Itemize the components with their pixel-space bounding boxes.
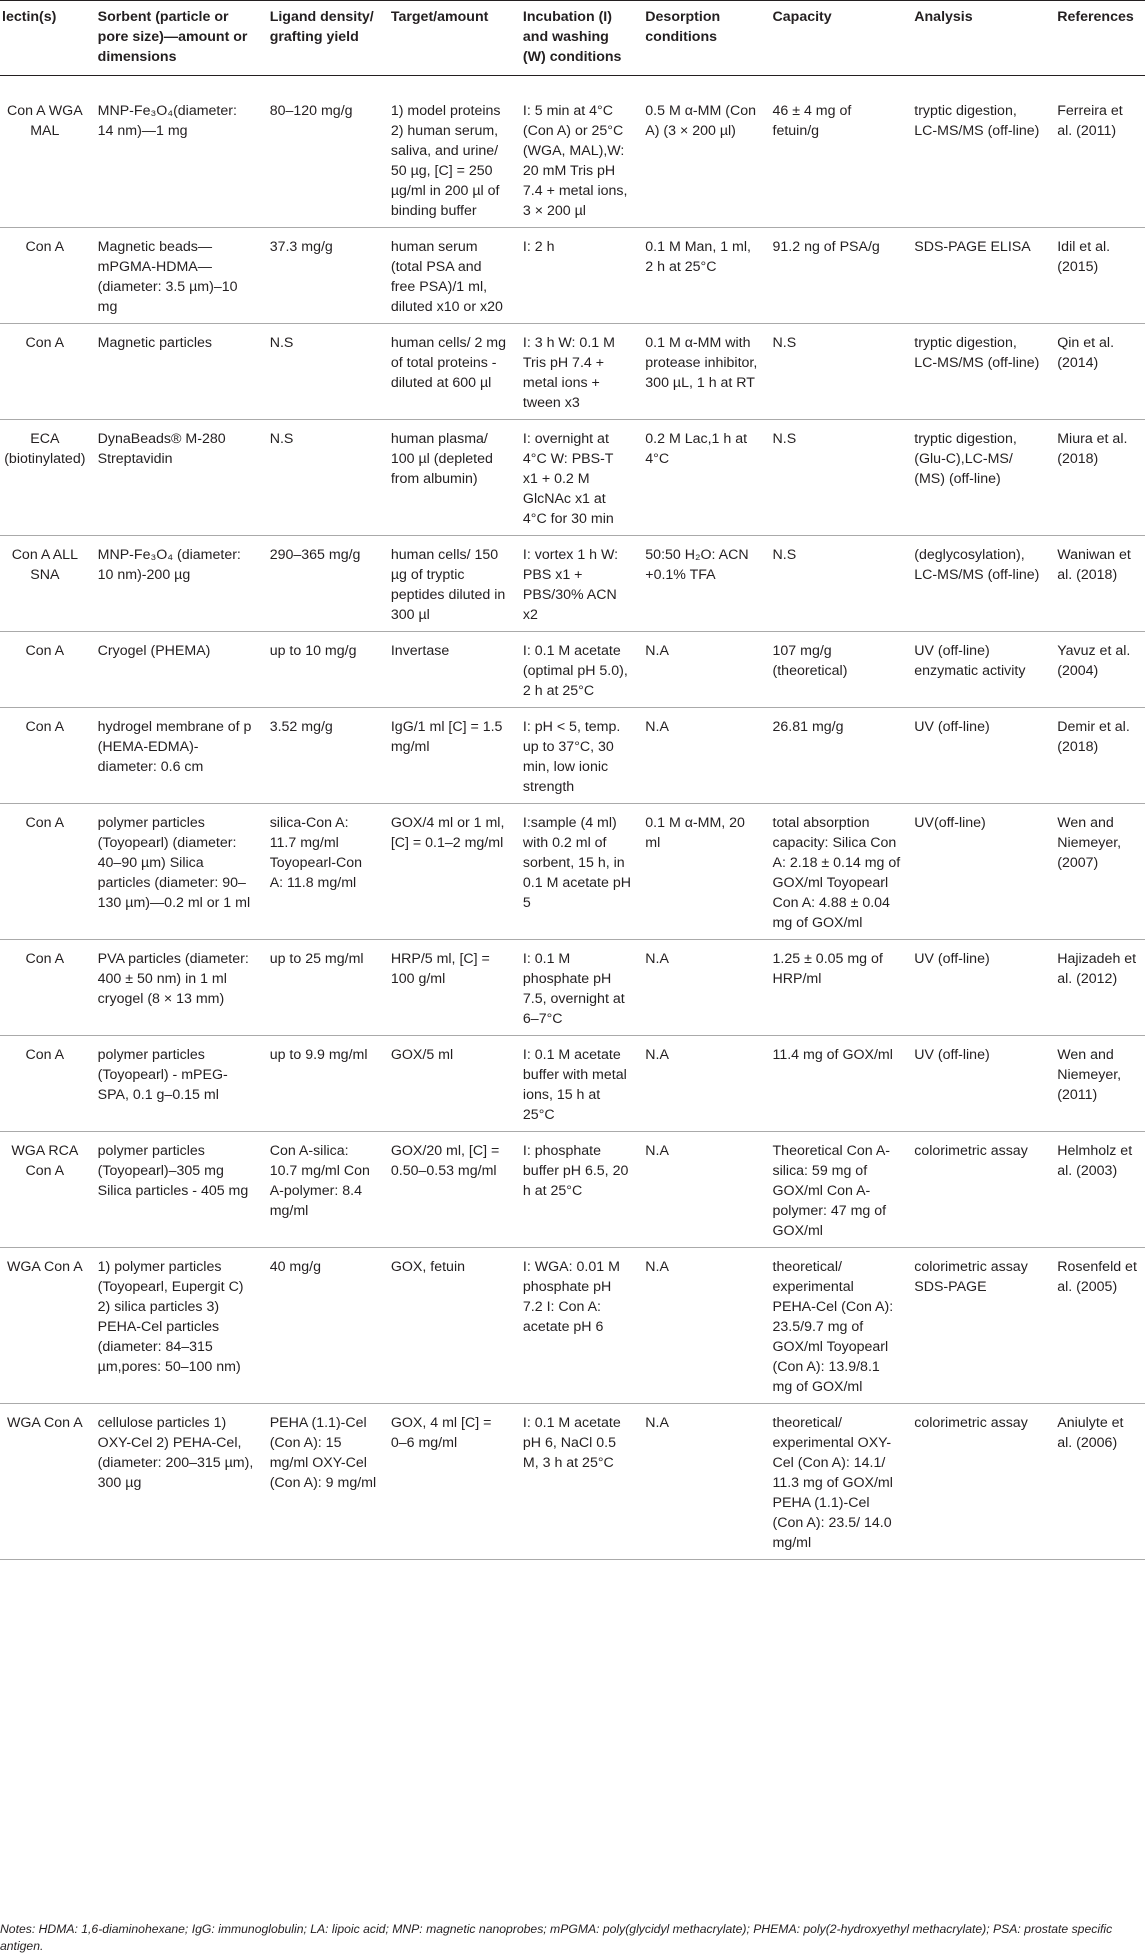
table-row	[0, 1036, 1145, 1132]
cell-capacity: Theoretical Con A-silica: 59 mg of GOX/ml Con A-polymer: 47 mg of GOX/ml	[765, 1132, 907, 1248]
cell-target-amount: GOX/4 ml or 1 ml, [C] = 0.1–2 mg/ml	[383, 804, 515, 940]
table-row	[0, 76, 1145, 228]
cell-sorbent: polymer particles (Toyopearl)–305 mg Silica particles - 405 mg	[90, 1132, 262, 1248]
cell-lectins: ECA (biotinylated)	[0, 420, 90, 536]
cell-analysis: (deglycosylation), LC-MS/MS (off-line)	[906, 536, 1049, 632]
cell-desorption: N.A	[637, 1132, 764, 1248]
cell-references: Hajizadeh et al. (2012)	[1049, 940, 1145, 1036]
cell-target-amount: human plasma/ 100 µl (depleted from albumin)	[383, 420, 515, 536]
cell-ligand-density: up to 10 mg/g	[262, 632, 383, 708]
cell-analysis: tryptic digestion, LC-MS/MS (off-line)	[906, 324, 1049, 420]
header-desorption: Desorption conditions	[637, 1, 764, 76]
cell-incubation-washing: I:sample (4 ml) with 0.2 ml of sorbent, 15 h, in 0.1 M acetate pH 5	[515, 804, 637, 940]
table-row	[0, 804, 1145, 940]
cell-lectins: Con A	[0, 708, 90, 804]
cell-references: Helmholz et al. (2003)	[1049, 1132, 1145, 1248]
header-analysis: Analysis	[906, 1, 1049, 76]
cell-ligand-density: N.S	[262, 420, 383, 536]
cell-lectins: WGA Con A	[0, 1248, 90, 1404]
cell-sorbent: MNP-Fe₃O₄ (diameter: 10 nm)-200 µg	[90, 536, 262, 632]
cell-incubation-washing: I: 0.1 M acetate (optimal pH 5.0), 2 h at 25°C	[515, 632, 637, 708]
cell-target-amount: GOX, fetuin	[383, 1248, 515, 1404]
table-notes: Notes: HDMA: 1,6-diaminohexane; IgG: immunoglobulin; LA: lipoic acid; MNP: magnetic nanoprobes; mPGMA: poly(glycidyl methacrylate); PHEMA: poly(2-hydroxyethyl methacrylate); PSA: prostate specific antigen.	[0, 1922, 1113, 1953]
cell-desorption: 0.1 M Man, 1 ml, 2 h at 25°C	[637, 228, 764, 324]
cell-lectins: Con A	[0, 228, 90, 324]
cell-references: Yavuz et al. (2004)	[1049, 632, 1145, 708]
cell-incubation-washing: I: 5 min at 4°C (Con A) or 25°C (WGA, MAL),W: 20 mM Tris pH 7.4 + metal ions, 3 × 200 µl	[515, 76, 637, 228]
table-row	[0, 940, 1145, 1036]
cell-analysis: colorimetric assay	[906, 1404, 1049, 1560]
cell-incubation-washing: I: WGA: 0.01 M phosphate pH 7.2 I: Con A: acetate pH 6	[515, 1248, 637, 1404]
cell-target-amount: human cells/ 150 µg of tryptic peptides diluted in 300 µl	[383, 536, 515, 632]
cell-sorbent: Magnetic beads—mPGMA-HDMA—(diameter: 3.5 µm)–10 mg	[90, 228, 262, 324]
cell-incubation-washing: I: 3 h W: 0.1 M Tris pH 7.4 + metal ions + tween x3	[515, 324, 637, 420]
cell-incubation-washing: I: overnight at 4°C W: PBS-T x1 + 0.2 M GlcNAc x1 at 4°C for 30 min	[515, 420, 637, 536]
cell-target-amount: Invertase	[383, 632, 515, 708]
cell-ligand-density: 37.3 mg/g	[262, 228, 383, 324]
cell-capacity: 107 mg/g (theoretical)	[765, 632, 907, 708]
cell-capacity: 91.2 ng of PSA/g	[765, 228, 907, 324]
cell-target-amount: HRP/5 ml, [C] = 100 g/ml	[383, 940, 515, 1036]
cell-capacity: 11.4 mg of GOX/ml	[765, 1036, 907, 1132]
cell-incubation-washing: I: vortex 1 h W: PBS x1 + PBS/30% ACN x2	[515, 536, 637, 632]
table-row	[0, 1404, 1145, 1560]
table-row	[0, 536, 1145, 632]
cell-target-amount: 1) model proteins 2) human serum, saliva, and urine/ 50 µg, [C] = 250 µg/ml in 200 µl of binding buffer	[383, 76, 515, 228]
cell-target-amount: GOX/20 ml, [C] = 0.50–0.53 mg/ml	[383, 1132, 515, 1248]
cell-ligand-density: PEHA (1.1)-Cel (Con A): 15 mg/ml OXY-Cel (Con A): 9 mg/ml	[262, 1404, 383, 1560]
header-lectins: lectin(s)	[0, 1, 90, 76]
cell-analysis: UV (off-line)	[906, 940, 1049, 1036]
cell-incubation-washing: I: 0.1 M phosphate pH 7.5, overnight at 6–7°C	[515, 940, 637, 1036]
cell-sorbent: Magnetic particles	[90, 324, 262, 420]
cell-ligand-density: silica-Con A: 11.7 mg/ml Toyopearl-Con A: 11.8 mg/ml	[262, 804, 383, 940]
cell-target-amount: GOX, 4 ml [C] = 0–6 mg/ml	[383, 1404, 515, 1560]
cell-references: Wen and Niemeyer, (2011)	[1049, 1036, 1145, 1132]
cell-analysis: UV (off-line)	[906, 708, 1049, 804]
cell-capacity: N.S	[765, 420, 907, 536]
cell-capacity: 26.81 mg/g	[765, 708, 907, 804]
cell-sorbent: polymer particles (Toyopearl) - mPEG-SPA, 0.1 g–0.15 ml	[90, 1036, 262, 1132]
table-row	[0, 228, 1145, 324]
cell-desorption: 50:50 H₂O: ACN +0.1% TFA	[637, 536, 764, 632]
cell-sorbent: hydrogel membrane of p (HEMA-EDMA)-diameter: 0.6 cm	[90, 708, 262, 804]
table-header	[0, 1, 1145, 76]
cell-lectins: Con A	[0, 1036, 90, 1132]
cell-sorbent: cellulose particles 1) OXY-Cel 2) PEHA-Cel, (diameter: 200–315 µm), 300 µg	[90, 1404, 262, 1560]
cell-references: Qin et al. (2014)	[1049, 324, 1145, 420]
table-body	[0, 76, 1145, 1560]
table-row	[0, 708, 1145, 804]
cell-target-amount: human serum (total PSA and free PSA)/1 ml, diluted x10 or x20	[383, 228, 515, 324]
cell-desorption: 0.1 M α-MM, 20 ml	[637, 804, 764, 940]
cell-references: Aniulyte et al. (2006)	[1049, 1404, 1145, 1560]
cell-capacity: N.S	[765, 536, 907, 632]
cell-analysis: colorimetric assay SDS-PAGE	[906, 1248, 1049, 1404]
cell-capacity: total absorption capacity: Silica Con A: 2.18 ± 0.14 mg of GOX/ml Toyopearl Con A: 4.88 ± 0.04 mg of GOX/ml	[765, 804, 907, 940]
cell-desorption: 0.1 M α-MM with protease inhibitor, 300 µL, 1 h at RT	[637, 324, 764, 420]
header-sorbent: Sorbent (particle or pore size)—amount or dimensions	[90, 1, 262, 76]
header-target-amount: Target/amount	[383, 1, 515, 76]
cell-desorption: 0.5 M α-MM (Con A) (3 × 200 µl)	[637, 76, 764, 228]
cell-desorption: 0.2 M Lac,1 h at 4°C	[637, 420, 764, 536]
cell-desorption: N.A	[637, 1036, 764, 1132]
cell-analysis: UV (off-line) enzymatic activity	[906, 632, 1049, 708]
cell-sorbent: 1) polymer particles (Toyopearl, Eupergit C) 2) silica particles 3) PEHA-Cel particles (diameter: 84–315 µm,pores: 50–100 nm)	[90, 1248, 262, 1404]
cell-references: Miura et al. (2018)	[1049, 420, 1145, 536]
cell-lectins: Con A ALL SNA	[0, 536, 90, 632]
cell-desorption: N.A	[637, 1248, 764, 1404]
cell-analysis: tryptic digestion, (Glu-C),LC-MS/ (MS) (off-line)	[906, 420, 1049, 536]
cell-analysis: colorimetric assay	[906, 1132, 1049, 1248]
cell-target-amount: human cells/ 2 mg of total proteins - diluted at 600 µl	[383, 324, 515, 420]
cell-analysis: tryptic digestion, LC-MS/MS (off-line)	[906, 76, 1049, 228]
cell-desorption: N.A	[637, 708, 764, 804]
cell-analysis: UV (off-line)	[906, 1036, 1049, 1132]
cell-sorbent: Cryogel (PHEMA)	[90, 632, 262, 708]
cell-references: Idil et al. (2015)	[1049, 228, 1145, 324]
cell-target-amount: IgG/1 ml [C] = 1.5 mg/ml	[383, 708, 515, 804]
cell-incubation-washing: I: 2 h	[515, 228, 637, 324]
table-row	[0, 1132, 1145, 1248]
cell-analysis: SDS-PAGE ELISA	[906, 228, 1049, 324]
cell-references: Ferreira et al. (2011)	[1049, 76, 1145, 228]
header-incubation-washing: Incubation (I) and washing (W) conditions	[515, 1, 637, 76]
cell-lectins: Con A WGA MAL	[0, 76, 90, 228]
cell-desorption: N.A	[637, 1404, 764, 1560]
cell-sorbent: MNP-Fe₃O₄(diameter: 14 nm)—1 mg	[90, 76, 262, 228]
cell-lectins: Con A	[0, 324, 90, 420]
cell-lectins: Con A	[0, 632, 90, 708]
header-capacity: Capacity	[765, 1, 907, 76]
cell-incubation-washing: I: 0.1 M acetate pH 6, NaCl 0.5 M, 3 h at 25°C	[515, 1404, 637, 1560]
cell-sorbent: polymer particles (Toyopearl) (diameter: 40–90 µm) Silica particles (diameter: 90–130 µm)—0.2 ml or 1 ml	[90, 804, 262, 940]
cell-references: Demir et al. (2018)	[1049, 708, 1145, 804]
table-row	[0, 1248, 1145, 1404]
cell-ligand-density: N.S	[262, 324, 383, 420]
table-row	[0, 324, 1145, 420]
cell-sorbent: DynaBeads® M-280 Streptavidin	[90, 420, 262, 536]
cell-capacity: 46 ± 4 mg of fetuin/g	[765, 76, 907, 228]
cell-ligand-density: up to 9.9 mg/ml	[262, 1036, 383, 1132]
cell-ligand-density: Con A-silica: 10.7 mg/ml Con A-polymer: 8.4 mg/ml	[262, 1132, 383, 1248]
cell-lectins: Con A	[0, 804, 90, 940]
table-row	[0, 420, 1145, 536]
cell-incubation-washing: I: phosphate buffer pH 6.5, 20 h at 25°C	[515, 1132, 637, 1248]
cell-lectins: Con A	[0, 940, 90, 1036]
cell-references: Wen and Niemeyer, (2007)	[1049, 804, 1145, 940]
cell-desorption: N.A	[637, 632, 764, 708]
header-references: References	[1049, 1, 1145, 76]
cell-ligand-density: up to 25 mg/ml	[262, 940, 383, 1036]
cell-lectins: WGA RCA Con A	[0, 1132, 90, 1248]
cell-incubation-washing: I: pH < 5, temp. up to 37°C, 30 min, low ionic strength	[515, 708, 637, 804]
cell-references: Rosenfeld et al. (2005)	[1049, 1248, 1145, 1404]
cell-ligand-density: 80–120 mg/g	[262, 76, 383, 228]
cell-ligand-density: 290–365 mg/g	[262, 536, 383, 632]
table-row	[0, 632, 1145, 708]
cell-capacity: 1.25 ± 0.05 mg of HRP/ml	[765, 940, 907, 1036]
header-ligand-density: Ligand density/ grafting yield	[262, 1, 383, 76]
cell-references: Waniwan et al. (2018)	[1049, 536, 1145, 632]
cell-ligand-density: 40 mg/g	[262, 1248, 383, 1404]
cell-capacity: N.S	[765, 324, 907, 420]
cell-incubation-washing: I: 0.1 M acetate buffer with metal ions, 15 h at 25°C	[515, 1036, 637, 1132]
cell-analysis: UV(off-line)	[906, 804, 1049, 940]
cell-target-amount: GOX/5 ml	[383, 1036, 515, 1132]
cell-lectins: WGA Con A	[0, 1404, 90, 1560]
cell-capacity: theoretical/ experimental OXY-Cel (Con A): 14.1/ 11.3 mg of GOX/ml PEHA (1.1)-Cel (Con A): 23.5/ 14.0 mg/ml	[765, 1404, 907, 1560]
cell-ligand-density: 3.52 mg/g	[262, 708, 383, 804]
cell-capacity: theoretical/ experimental PEHA-Cel (Con A): 23.5/9.7 mg of GOX/ml Toyopearl (Con A): 13.9/8.1 mg of GOX/ml	[765, 1248, 907, 1404]
cell-sorbent: PVA particles (diameter: 400 ± 50 nm) in 1 ml cryogel (8 × 13 mm)	[90, 940, 262, 1036]
cell-desorption: N.A	[637, 940, 764, 1036]
